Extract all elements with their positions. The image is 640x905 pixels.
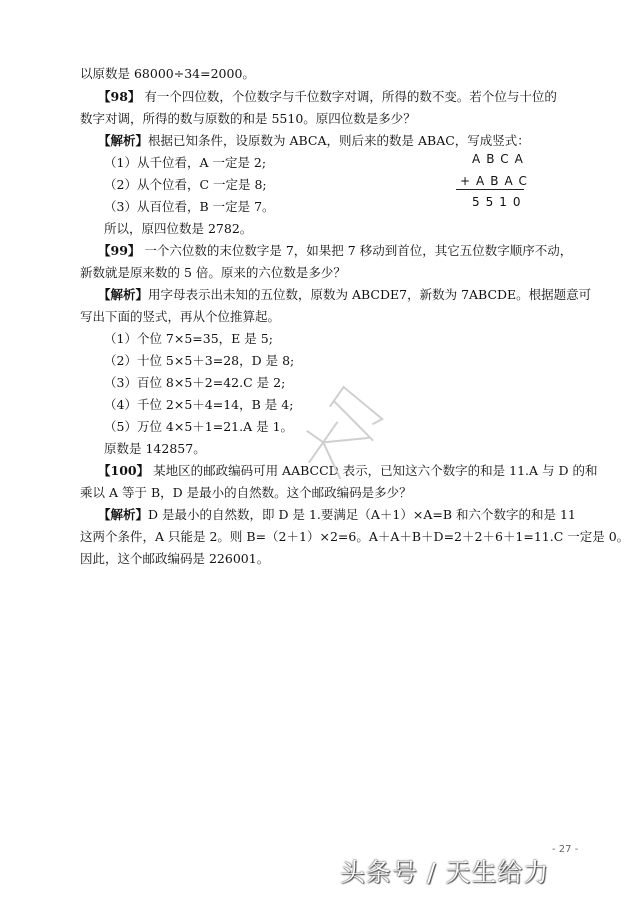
step-line: （3）从百位看，B 一定是 7。 — [104, 199, 275, 214]
problem-98: 【98】 有一个四位数，个位数字与千位数字对调，所得的数不变。若个位与十位的 — [98, 89, 557, 104]
step-line: （4）千位 2×5＋4=14，B 是 4; — [104, 397, 294, 412]
section-marker: 【98】 — [98, 89, 141, 104]
step-line: （2）十位 5×5＋3=28，D 是 8; — [104, 353, 295, 368]
footer-watermark: 头条号 / 天生给力 — [340, 858, 550, 887]
step-line: （2）从个位看，C 一定是 8; — [104, 177, 267, 192]
conclusion-line: 原数是 142857。 — [104, 441, 206, 456]
conclusion-line: 所以，原四位数是 2782。 — [104, 221, 253, 236]
problem-100: 【100】 某地区的邮政编码可用 AABCCD 表示，已知这六个数字的和是 11.A 与 D 的和 — [98, 463, 598, 478]
text-line: 新数就是原来数的 5 倍。原来的六位数是多少？ — [80, 265, 346, 280]
analysis-98: 【解析】根据已知条件，设原数为 ABCA，则后来的数是 ABAC，写成竖式： — [98, 133, 530, 148]
text-line: 这两个条件，A 只能是 2。则 B=（2＋1）×2=6。A＋A＋B＋D=2＋2＋6＋1=11.C 一定是 0。 — [80, 529, 630, 544]
addend-row: ABCA — [472, 152, 529, 166]
text-line: 数字对调，所得的数与原数的和是 5510。原四位数是多少？ — [80, 111, 416, 126]
sum-rule — [456, 189, 524, 190]
step-line: （1）从千位看，A 一定是 2; — [104, 155, 267, 170]
sum-row: 5510 — [472, 195, 527, 209]
analysis-99: 【解析】用字母表示出未知的五位数，原数为 ABCDE7，新数为 7ABCDE。根据题意可 — [98, 287, 592, 302]
conclusion-line: 因此，这个邮政编码是 226001。 — [80, 551, 270, 566]
text-line: 乘以 A 等于 B，D 是最小的自然数。这个邮政编码是多少？ — [80, 485, 412, 500]
problem-99: 【99】 一个六位数的末位数字是 7，如果把 7 移动到首位，其它五位数字顺序不动， — [98, 243, 573, 258]
watermark-seal — [268, 372, 398, 502]
section-marker: 【解析】 — [98, 507, 149, 522]
step-line: （3）百位 8×5＋2=42.C 是 2; — [104, 375, 286, 390]
step-line: （5）万位 4×5＋1=21.A 是 1。 — [104, 419, 294, 434]
section-marker: 【解析】 — [98, 287, 149, 302]
text-line: 以原数是 68000÷34=2000。 — [80, 66, 255, 81]
section-marker: 【100】 — [98, 463, 150, 478]
section-marker: 【解析】 — [98, 133, 149, 148]
section-marker: 【99】 — [98, 243, 141, 258]
analysis-100: 【解析】D 是最小的自然数，即 D 是 1.要满足（A＋1）×A=B 和六个数字的和是 11 — [98, 507, 576, 522]
addend-row: +ABAC — [460, 174, 533, 188]
page-number: - 27 - — [552, 844, 579, 855]
text-line: 写出下面的竖式，再从个位推算起。 — [80, 309, 281, 324]
step-line: （1）个位 7×5=35，E 是 5; — [104, 331, 273, 346]
